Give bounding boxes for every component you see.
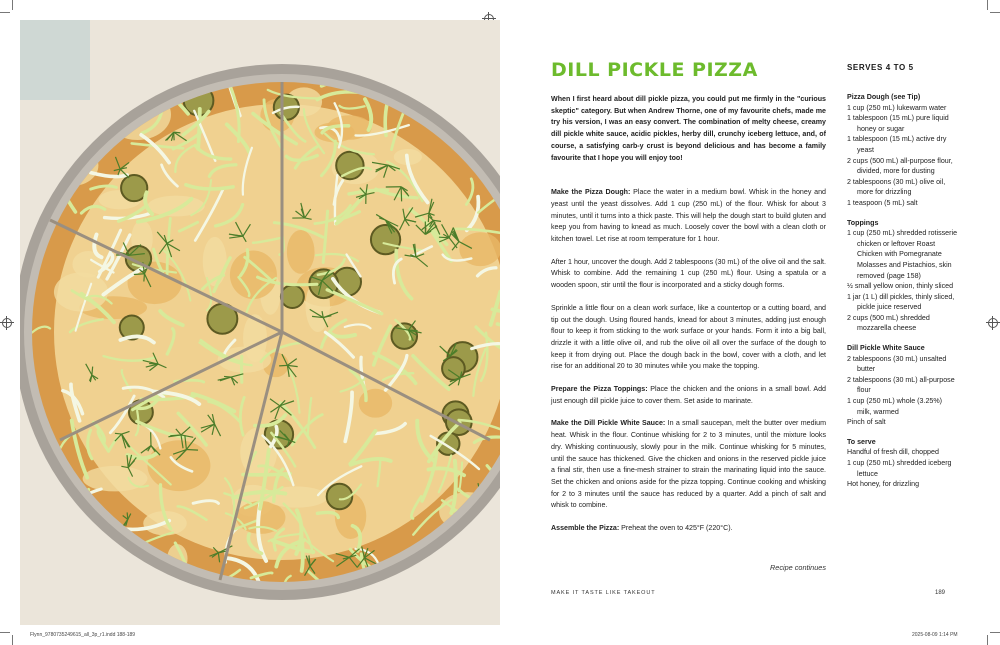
recipe-title: DILL PICKLE PIZZA [551, 59, 758, 81]
pickle-slice [336, 152, 363, 179]
step-heading: Prepare the Pizza Toppings: [551, 385, 648, 394]
ingredient-item: 2 cups (500 mL) all-purpose flour, divided, more for dusting [847, 156, 953, 176]
step-heading: Make the Dill Pickle White Sauce: [551, 419, 666, 428]
method-step [551, 418, 826, 512]
running-head: MAKE IT TASTE LIKE TAKEOUT [551, 590, 656, 596]
ingredient-item: 1 teaspoon (5 mL) salt [847, 198, 918, 207]
ingredients-column [847, 92, 957, 499]
ingredient-item: Pinch of salt [847, 418, 886, 427]
dill-frond [92, 367, 93, 375]
step-heading: Assemble the Pizza: [551, 524, 620, 533]
ingredient-group [847, 437, 957, 490]
ingredient-group [847, 218, 957, 335]
method-step [551, 523, 826, 535]
ingredient-item: 2 tablespoons (30 mL) all-purpose flour [847, 375, 955, 395]
ingredient-group-heading: Toppings [847, 218, 879, 227]
ingredient-item: ½ small yellow onion, thinly sliced [847, 282, 954, 291]
ingredient-item: 1 cup (250 mL) shredded iceberg lettuce [847, 459, 952, 478]
ingredient-group [847, 92, 957, 209]
method-steps [551, 187, 826, 535]
method-step [551, 303, 826, 373]
pizza-illustration [20, 20, 500, 625]
crop-mark [987, 635, 988, 645]
dill-frond [134, 274, 145, 275]
dill-frond [439, 237, 449, 238]
step-heading: Make the Pizza Dough: [551, 188, 631, 197]
ingredient-group-heading: Pizza Dough (see Tip) [847, 93, 921, 101]
ingredient-item: 1 tablespoon (15 mL) pure liquid honey or sugar [847, 114, 949, 133]
step-text: Preheat the oven to 425°F (220°C). [619, 524, 733, 533]
ingredient-item: 1 jar (1 L) dill pickles, thinly sliced, pickle juice reserved [847, 292, 955, 312]
ingredient-group-heading: To serve [847, 437, 876, 446]
crop-mark [12, 0, 13, 10]
ingredient-item: Hot honey, for drizzling [847, 480, 920, 489]
dill-frond [127, 512, 128, 519]
method-step [551, 384, 826, 407]
pizza-photo [20, 20, 500, 625]
cheese-blotch [359, 389, 392, 418]
recipe-continues: Recipe continues [770, 563, 826, 572]
pickle-slice [442, 357, 465, 380]
ingredient-item: 2 tablespoons (30 mL) unsalted butter [847, 354, 947, 374]
ingredient-item: 1 tablespoon (15 mL) active dry yeast [847, 135, 947, 154]
ingredient-item: 2 cups (500 mL) shredded mozzarella cheese [847, 313, 930, 333]
step-text: After 1 hour, uncover the dough. Add 2 tablespoons (30 mL) of the olive oil and the salt. Whisk to combine. Add the remaining 1 cup (250 mL) flour. Using a spatula or a wooden spoon, stir until the flour is incorporated and a sticky dough forms. [551, 257, 826, 290]
method-column [551, 94, 826, 546]
crop-mark [990, 632, 1000, 633]
page-number: 189 [935, 590, 946, 596]
lettuce-strand [198, 109, 200, 149]
method-step [551, 257, 826, 292]
crop-mark [12, 635, 13, 645]
ingredient-group [847, 343, 957, 428]
dill-frond [149, 363, 158, 364]
dill-frond [115, 433, 122, 434]
ingredient-group-heading: Dill Pickle White Sauce [847, 344, 925, 353]
registration-mark-icon [988, 318, 998, 328]
cheese-blotch [287, 230, 315, 274]
print-slug-date: 2025-08-09 1:14 PM [912, 632, 958, 638]
crop-mark [0, 632, 10, 633]
ingredient-item: 1 cup (250 mL) lukewarm water [847, 103, 947, 112]
ingredient-item: Handful of fresh dill, chopped [847, 448, 939, 457]
step-text: Place the water in a medium bowl. Whisk in the honey and yeast until the yeast dissolves. Add 1 cup (250 mL) of the flour. Whisk for about 3 minutes, until it turns into a thick paste. This will help the dough start to build gluten and keep you from having to knead as much. Loosely cover the bowl with a clean cloth or kitchen towel. Let rise at room temperature for 1 hour. [551, 188, 826, 244]
method-step [551, 187, 826, 246]
dill-frond [428, 213, 429, 222]
cheese-blotch [230, 251, 277, 300]
crop-mark [0, 12, 10, 13]
ingredient-item: 1 cup (250 mL) shredded rotisserie chicken or leftover Roast Chicken with Pomegranate Molasses and Pistachios, skin removed (page 158) [847, 229, 958, 280]
serves-label: SERVES 4 TO 5 [847, 63, 914, 72]
recipe-intro: When I first heard about dill pickle pizza, you could put me firmly in the "curious skeptic" category. But when Andrew Thorne, one of my favourite chefs, made me try his version, I was an easy convert. The combination of melty cheese, creamy dill pickle white sauce, acidic pickles, herby dill, crunchy iceberg lettuce, and, of course, a satisfying carb-y crust is beyond delicious and has become a family favourite that I hope you will enjoy too! [551, 95, 826, 162]
dill-frond [170, 435, 181, 436]
step-text: In a small saucepan, melt the butter over medium heat. Whisk in the flour. Continue whisking for 2 to 3 minutes, until the mixture looks dry. Whisking continuously, slowly pour in the milk. Continue whisking for 5 minutes, until the sauce has thickened. Give the chicken and onions in the reserved pickle juice a final stir, then use a fine-mesh strainer to strain the marinating liquid into the sauce. Set the chicken and onions aside for the pizza topping. Continue cooking and whisking for 2 to 3 minutes until the sauce has reduced by a quarter. Add a pinch of salt and whisk to combine. [551, 419, 827, 510]
lettuce-strand [243, 474, 290, 475]
cheese-blotch [459, 232, 500, 266]
crop-mark [987, 0, 988, 10]
dill-frond [425, 228, 426, 235]
registration-mark-icon [2, 318, 12, 328]
cheese-blotch [83, 466, 148, 492]
step-text: Place the chicken and the onions in a small bowl. Add just enough dill pickle juice to cover them. Set aside to marinate. [551, 385, 826, 405]
dill-frond [186, 450, 198, 451]
step-text: Sprinkle a little flour on a clean work surface, like a countertop or a cutting board, and tip out the dough. Using floured hands, knead for about 3 minutes, adding just enough flour to keep it from sticking to the work surface or your hands. Form it into a big ball, drizzle it with a little olive oil, and rub the olive oil all over the surface of the dough to keep it from drying out. Place the dough back in the bowl, cover with a cloth, and let rise for an additional 20 to 30 minutes while you make the topping. [551, 303, 826, 371]
ingredient-item: 1 cup (250 mL) whole (3.25%) milk, warmed [847, 397, 943, 416]
crop-mark [990, 12, 1000, 13]
print-slug-file: Flynn_9780735249615_all_3p_r1.indd 188-189 [30, 632, 136, 638]
pickle-slice [281, 285, 304, 308]
ingredient-item: 2 tablespoons (30 mL) olive oil, more for drizzling [847, 177, 946, 197]
